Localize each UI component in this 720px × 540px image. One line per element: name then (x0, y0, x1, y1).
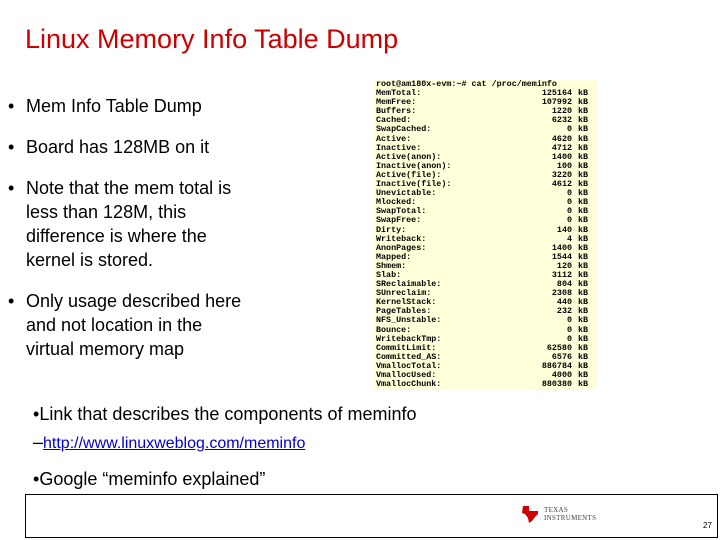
meminfo-unit: kB (578, 342, 589, 353)
page-number: 27 (703, 521, 712, 530)
terminal-command: root@am180x-evm:~# cat /proc/meminfo (376, 80, 557, 89)
meminfo-key: Active(anon): (376, 151, 442, 162)
meminfo-value: 100 (556, 160, 572, 171)
meminfo-unit: kB (578, 133, 589, 144)
bullet-item (8, 94, 248, 118)
meminfo-value: 0 (566, 124, 572, 135)
meminfo-key: NFS_Unstable: (376, 315, 442, 326)
meminfo-key: SUnreclaim: (376, 288, 432, 299)
bullet-dot: • (33, 404, 40, 424)
meminfo-unit: kB (578, 324, 589, 335)
meminfo-unit: kB (578, 188, 589, 199)
meminfo-unit: kB (578, 288, 589, 299)
meminfo-unit: kB (578, 379, 589, 390)
meminfo-unit: kB (578, 142, 589, 153)
link-description (33, 404, 417, 425)
meminfo-value: 886784 (541, 360, 572, 371)
meminfo-key: Inactive: (376, 142, 422, 153)
meminfo-row (374, 380, 598, 389)
meminfo-unit: kB (578, 106, 589, 117)
meminfo-value: 2308 (551, 288, 572, 299)
meminfo-value: 3112 (551, 269, 572, 280)
meminfo-unit: kB (578, 360, 589, 371)
texas-state-icon (520, 504, 540, 524)
meminfo-key: Buffers: (376, 106, 417, 117)
meminfo-value: 107992 (541, 97, 572, 108)
meminfo-key: PageTables: (376, 306, 432, 317)
meminfo-key: Dirty: (376, 224, 407, 235)
bullet-dot: • (8, 178, 15, 198)
meminfo-key: Committed_AS: (376, 351, 442, 362)
meminfo-unit: kB (578, 351, 589, 362)
link-line (33, 432, 305, 453)
meminfo-key: VmallocTotal: (376, 360, 442, 371)
meminfo-unit: kB (578, 279, 589, 290)
meminfo-value: 6232 (551, 115, 572, 126)
meminfo-unit: kB (578, 179, 589, 190)
meminfo-unit: kB (578, 224, 589, 235)
meminfo-key: SReclaimable: (376, 279, 442, 290)
meminfo-value: 1400 (551, 151, 572, 162)
meminfo-unit: kB (578, 260, 589, 271)
bullet-dot: • (8, 96, 15, 116)
meminfo-key: Cached: (376, 115, 412, 126)
meminfo-value: 0 (566, 206, 572, 217)
meminfo-unit: kB (578, 151, 589, 162)
meminfo-unit: kB (578, 115, 589, 126)
google-note-text: Google “meminfo explained” (39, 469, 266, 489)
meminfo-key: SwapFree: (376, 215, 422, 226)
meminfo-key: Unevictable: (376, 188, 437, 199)
link-dash: – (33, 432, 44, 452)
link-description-text: Link that describes the components of meminfo (39, 404, 417, 424)
meminfo-value: 4712 (551, 142, 572, 153)
meminfo-value: 1544 (551, 251, 572, 262)
meminfo-key: Mapped: (376, 251, 412, 262)
meminfo-unit: kB (578, 315, 589, 326)
meminfo-value: 0 (566, 315, 572, 326)
bullet-item (8, 176, 248, 272)
meminfo-key: SwapTotal: (376, 206, 427, 217)
bullet-dot: • (33, 469, 40, 489)
meminfo-value: 0 (566, 324, 572, 335)
meminfo-unit: kB (578, 88, 589, 99)
meminfo-value: 804 (556, 279, 572, 290)
meminfo-link[interactable]: http://www.linuxweblog.com/meminfo (43, 435, 306, 452)
meminfo-key: MemFree: (376, 97, 417, 108)
meminfo-unit: kB (578, 169, 589, 180)
meminfo-table (374, 89, 598, 389)
meminfo-key: AnonPages: (376, 242, 427, 253)
meminfo-unit: kB (578, 124, 589, 135)
meminfo-unit: kB (578, 242, 589, 253)
bullet-list (8, 94, 248, 378)
meminfo-value: 0 (566, 188, 572, 199)
meminfo-key: Shmem: (376, 260, 407, 271)
meminfo-unit: kB (578, 233, 589, 244)
meminfo-key: VmallocUsed: (376, 370, 437, 380)
meminfo-value: 0 (566, 215, 572, 226)
meminfo-value: 4 (566, 233, 572, 244)
meminfo-unit: kB (578, 306, 589, 317)
meminfo-key: WritebackTmp: (376, 333, 442, 344)
meminfo-key: VmallocChunk: (376, 379, 442, 390)
meminfo-unit: kB (578, 206, 589, 217)
meminfo-unit: kB (578, 215, 589, 226)
meminfo-value: 0 (566, 333, 572, 344)
meminfo-key: KernelStack: (376, 297, 437, 308)
meminfo-value: 4000 (551, 370, 572, 380)
meminfo-unit: kB (578, 370, 589, 380)
bullet-text: Mem Info Table Dump (26, 96, 202, 116)
meminfo-value: 125164 (541, 88, 572, 99)
bullet-text: Note that the mem total is less than 128M, this difference is where the kernel is stored. (26, 178, 232, 270)
meminfo-unit: kB (578, 297, 589, 308)
bullet-item (8, 289, 248, 361)
ti-wordmark-line1: TEXAS (544, 506, 569, 514)
meminfo-key: Bounce: (376, 324, 412, 335)
meminfo-value: 1400 (551, 242, 572, 253)
google-note (33, 469, 265, 490)
meminfo-value: 4620 (551, 133, 572, 144)
meminfo-unit: kB (578, 269, 589, 280)
meminfo-key: SwapCached: (376, 124, 432, 135)
meminfo-value: 4612 (551, 179, 572, 190)
meminfo-unit: kB (578, 333, 589, 344)
meminfo-value: 120 (556, 260, 572, 271)
meminfo-key: Writeback: (376, 233, 427, 244)
meminfo-unit: kB (578, 160, 589, 171)
ti-wordmark (544, 506, 596, 522)
meminfo-key: Active(file): (376, 169, 442, 180)
meminfo-value: 3220 (551, 169, 572, 180)
bullet-text: Board has 128MB on it (26, 137, 210, 157)
ti-wordmark-line2: INSTRUMENTS (544, 514, 597, 522)
meminfo-key: Inactive(file): (376, 179, 452, 190)
meminfo-key: Mlocked: (376, 197, 417, 208)
meminfo-value: 232 (556, 306, 572, 317)
meminfo-key: Inactive(anon): (376, 160, 452, 171)
meminfo-key: Slab: (376, 269, 402, 280)
meminfo-unit: kB (578, 197, 589, 208)
bullet-item (8, 135, 248, 159)
bullet-dot: • (8, 291, 15, 311)
meminfo-value: 62580 (546, 342, 572, 353)
meminfo-value: 6576 (551, 351, 572, 362)
footer-bar (25, 494, 718, 538)
meminfo-key: CommitLimit: (376, 342, 437, 353)
meminfo-unit: kB (578, 97, 589, 108)
bullet-text: Only usage described here and not location in the virtual memory map (26, 291, 242, 359)
ti-logo (520, 504, 596, 524)
meminfo-unit: kB (578, 251, 589, 262)
meminfo-value: 440 (556, 297, 572, 308)
meminfo-value: 880380 (541, 379, 572, 390)
meminfo-key: Active: (376, 133, 412, 144)
meminfo-value: 0 (566, 197, 572, 208)
meminfo-terminal (374, 80, 598, 390)
meminfo-value: 1220 (551, 106, 572, 117)
meminfo-value: 140 (556, 224, 572, 235)
slide-title: Linux Memory Info Table Dump (25, 24, 399, 54)
bullet-dot: • (8, 137, 15, 157)
meminfo-key: MemTotal: (376, 88, 422, 99)
